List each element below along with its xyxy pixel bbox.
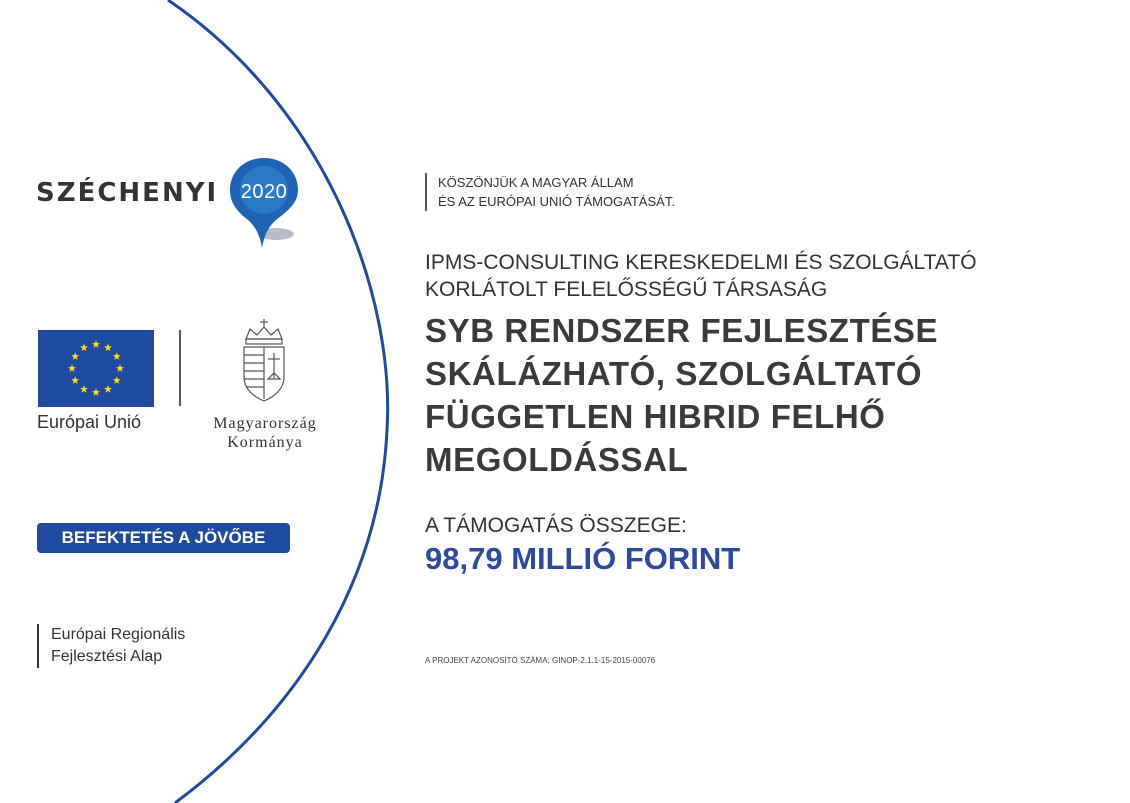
hungarian-coat-of-arms-icon <box>238 317 290 405</box>
thanks-text <box>425 173 675 211</box>
company-name <box>425 249 977 303</box>
eu-star-icon <box>71 352 79 360</box>
eu-star-icon <box>80 344 88 352</box>
project-title-line2: SKÁLÁZHATÓ, SZOLGÁLTATÓ <box>425 355 923 392</box>
amount-value: 98,79 MILLIÓ FORINT <box>425 541 741 576</box>
government-label-line1: Magyarország <box>213 415 317 432</box>
thanks-line2: ÉS AZ EURÓPAI UNIÓ TÁMOGATÁSÁT. <box>438 194 675 209</box>
company-name-line2: KORLÁTOLT FELELŐSSÉGŰ TÁRSASÁG <box>425 278 828 301</box>
project-title-line4: MEGOLDÁSSAL <box>425 441 689 478</box>
eu-star-icon <box>113 376 121 384</box>
eu-star-icon <box>92 340 100 348</box>
eu-flag-icon <box>38 330 154 407</box>
pin-year-text: 2020 <box>240 181 288 203</box>
map-pin-icon <box>226 156 306 252</box>
amount-label: A TÁMOGATÁS ÖSSZEGE: <box>425 514 687 537</box>
eu-star-icon <box>113 352 121 360</box>
project-title <box>425 309 938 481</box>
thanks-line1: KÖSZÖNJÜK A MAGYAR ÁLLAM <box>438 175 634 190</box>
eu-star-icon <box>116 364 124 372</box>
project-title-line3: FÜGGETLEN HIBRID FELHŐ <box>425 398 886 435</box>
eu-star-icon <box>80 385 88 393</box>
eu-star-icon <box>104 385 112 393</box>
eu-star-icon <box>68 364 76 372</box>
government-label <box>192 414 338 452</box>
erfa-line1: Európai Regionális <box>51 626 186 643</box>
invest-in-future-badge: BEFEKTETÉS A JÖVŐBE <box>37 523 290 553</box>
erfa-line2: Fejlesztési Alap <box>51 648 163 665</box>
eu-star-icon <box>71 376 79 384</box>
erfa-label <box>37 624 185 668</box>
logo-divider <box>179 330 181 406</box>
government-label-line2: Kormánya <box>227 434 303 451</box>
eu-star-icon <box>104 344 112 352</box>
company-name-line1: IPMS-CONSULTING KERESKEDELMI ÉS SZOLGÁLTATÓ <box>425 251 977 274</box>
project-title-line1: SYB RENDSZER FEJLESZTÉSE <box>425 312 939 349</box>
eu-label: Európai Unió <box>37 412 142 432</box>
szechenyi-wordmark: SZÉCHENYI <box>36 178 219 208</box>
project-id: A PROJEKT AZONOSÍTÓ SZÁMA: GINOP-2.1.1-15-2015-00076 <box>425 656 656 665</box>
eu-star-icon <box>92 388 100 396</box>
